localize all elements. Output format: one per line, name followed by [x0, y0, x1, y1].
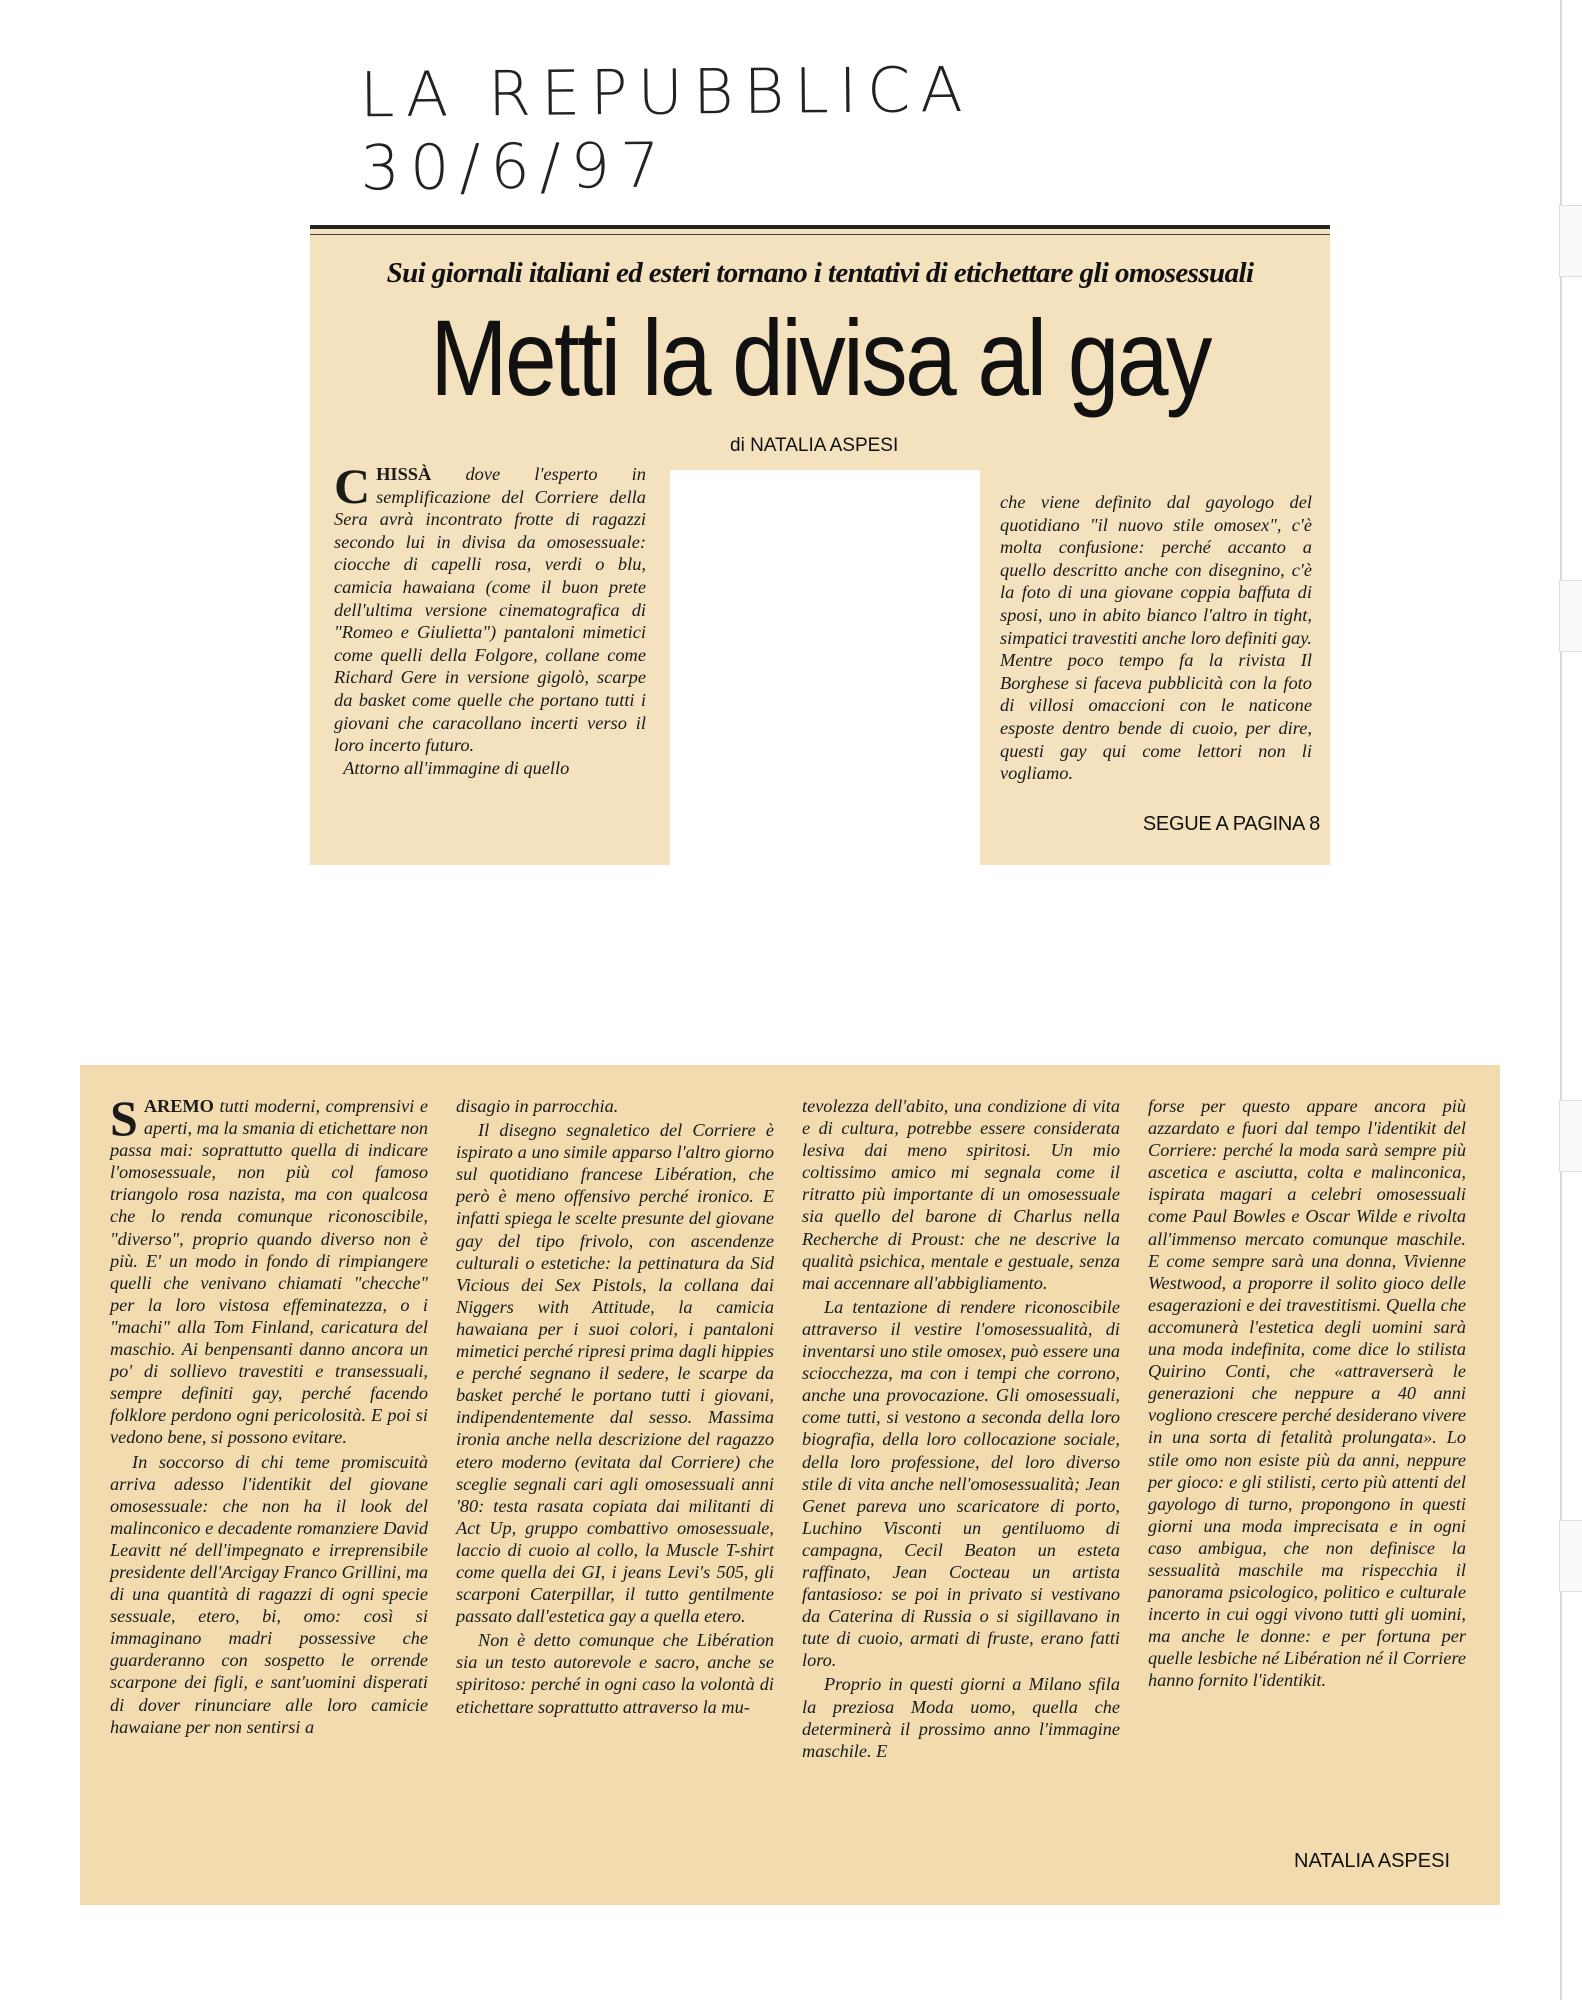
- byline: di NATALIA ASPESI: [730, 435, 899, 456]
- handwritten-source-note: LA REPUBBLICA 30/6/97: [359, 52, 973, 205]
- top-rule: [310, 225, 1330, 229]
- article-text: dove l'esperto in semplificazione del Corriere della Sera avrà incontrato frotte di ragazzi secondo lui in divisa da omosessuale: ciocche di capelli rosa, verdi o blu, camicia hawaiana (come il buon prete dell'ultima versione cinematografica di "Romeo e Giulietta") pantaloni mimetici come quelli della Folgore, collane come Richard Gere in versione gigolò, scarpe da basket come quelle che portano tutti i giovani che caracollano incerti verso il loro incerto futuro.: [334, 464, 646, 756]
- article-column-1: [110, 1090, 428, 1740]
- paragraph: Il disegno segnaletico del Corriere è ispirato a uno simile apparso l'altro giorno sul quotidiano francese Libération, che però è meno offensivo perché ironico. E infatti spiega le scelte presunte del giovane gay del tipo frivolo, con ascendenze culturali o estetiche: la pettinatura da Sid Vicious dei Sex Pistols, la collana dai Niggers with Attitude, la camicia hawaiana per i suoi colori, i pantaloni mimetici perché ripresi prima dagli hippies e perché segnano il sedere, le scarpe da basket perché le portano tutti i giovani, indipendentemente dal sesso. Massima ironia anche nella descrizione del ragazzo etero moderno (evitata dal Corriere) che sceglie segnali cari agli omosessuali anni '80: testa rasata copiata dai militanti di Act Up, gruppo combattivo omosessuale, laccio di cuoio al collo, la Muscle T-shirt come quella dei GI, i jeans Levi's 505, gli scarponi Caterpillar, il tutto gentilmente passato dall'estetica gay a quella etero.: [456, 1120, 774, 1627]
- paragraph: La tentazione di rendere riconoscibile attraverso il vestire l'omosessualità, di inventarsi uno stile omosex, può essere una sciocchezza, ma con i tempi che corrono, anche una provocazione. Gli omosessuali, come tutti, si vestono a seconda della loro biografia, della loro collocazione sociale, della loro professione, del loro diverso stile di vita anche nell'omosessualità; Jean Genet pareva uno scaricatore di porto, Luchino Visconti un gentiluomo di campagna, Cecil Beaton un esteta raffinato, Jean Cocteau un artista fantasioso: se poi in privato si vestivano da Caterina di Russia o si sigillavano in tute di cuoio, armati di fruste, erano fatti loro.: [802, 1296, 1120, 1671]
- paragraph: forse per questo appare ancora più azzardato e fuori dal tempo l'identikit del Corriere: perché la moda sarà sempre più ascetica e asciutta, colta e malinconica, ispirata magari a celebri omosessuali come Paul Bowles e Oscar Wilde e rivolta all'immenso mercato comunque maschile. E come sempre sarà una donna, Vivienne Westwood, a proporre il solito gioco delle esagerazioni e dei travestitismi. Quella che accomunerà l'estetica degli uomini sarà una moda indefinita, come dice lo stilista Quirino Conti, che «attraverserà le generazioni che neppure a 40 anni vogliono crescere perché desiderano vivere in una sorta di fetalità prolungata». Lo stile omo non esiste più da anni, neppure per gioco: e gli stilisti, certo più attenti del gayologo di turno, propongono in questi giorni una moda imprecisata e in ogni caso ambigua, che non definisce la sessualità maschile ma rispecchia il panorama psicologico, politico e culturale incerto in cui oggi vivono tutti gli uomini, ma anche le donne: e per fortuna per quelle lesbiche né Libération né il Corriere hanno fornito l'identikit.: [1148, 1096, 1466, 1691]
- headline: Metti la divisa al gay: [430, 297, 1210, 418]
- author-signature: NATALIA ASPESI: [1294, 1850, 1450, 1872]
- page-edge: [1560, 0, 1562, 2000]
- binder-tab: [1559, 205, 1582, 277]
- article-column-left: [334, 458, 646, 779]
- cutout-gap: [670, 470, 980, 870]
- article-column-2: [456, 1095, 774, 1720]
- drop-cap: S: [110, 1090, 138, 1146]
- kicker: Sui giornali italiani ed esteri tornano i tentativi di etichettare gli omosessuali: [386, 257, 1254, 289]
- article-column-3: [802, 1095, 1120, 1764]
- paragraph: Proprio in questi giorni a Milano sfila la preziosa Moda uomo, quella che determinerà il prossimo anno l'immagine maschile. E: [802, 1674, 1120, 1761]
- paragraph: tevolezza dell'abito, una condizione di vita e di cultura, potrebbe essere considerata lesiva dai meno spiritosi. Un mio coltissimo amico mi segnala come il ritratto più importante di un omosessuale sia quello del barone di Charlus nella Recherche di Proust: che ne descrive la qualità psichica, mentale e gestuale, senza mai accennare all'abbigliamento.: [802, 1096, 1120, 1293]
- top-clipping: [310, 225, 1330, 865]
- paragraph: Non è detto comunque che Libération sia un testo autorevole e sacro, anche se spiritoso: perché in ogni caso la volontà di etichettare soprattutto attraverso la mu-: [456, 1630, 774, 1717]
- lead-word: AREMO: [143, 1096, 214, 1116]
- lead-word: HISSÀ: [376, 464, 432, 484]
- article-text: Attorno all'immagine di quello: [343, 757, 570, 778]
- top-rule-thin: [310, 234, 1330, 235]
- continued-note: SEGUE A PAGINA 8: [1142, 813, 1320, 835]
- binder-tab: [1559, 1520, 1582, 1592]
- bottom-clipping: [80, 1065, 1500, 1905]
- article-column-4: [1148, 1095, 1466, 1694]
- binder-tab: [1559, 1100, 1582, 1172]
- paragraph: tutti moderni, comprensivi e aperti, ma la smania di etichettare non passa mai: soprattutto quella di indicare l'omosessuale, non più col famoso triangolo rosa nazista, ma con qualcosa che lo renda comunque riconoscibile, "diverso", proprio quando diverso non è più. E' un modo in fondo di rimpiangere quelli che venivano chiamati "checche" per la loro vistosa effeminatezza, o i "machi" alla Tom Finland, caricatura del maschio. Ai benpensanti danno ancora un po' di sollievo travestiti e transessuali, sempre definiti gay, perché facendo folklore perdono ogni pericolosità. E poi si vedono bene, si possono evitare.: [110, 1096, 428, 1448]
- paragraph: In soccorso di chi teme promiscuità arriva adesso l'identikit del giovane omosessuale: che non ha il look del malinconico e decadente romanziere David Leavitt né dell'impegnato e irreprensibile presidente dell'Arcigay Franco Grillini, ma di una quantità di ragazzi di ogni specie sessuale, etero, bi, omo: così si immaginano madri possessive che guarderanno con sospetto le orrende scarpone dei figli, e sant'uomini disperati di dover rinunciare alle loro camicie hawaiane per non sentirsi a: [110, 1451, 428, 1737]
- article-column-right: che viene definito dal gayologo del quotidiano "il nuovo stile omosex", c'è molta confusione: perché accanto a quello descritto anche con disegnino, c'è la foto di una giovane coppia baffuta di sposi, uno in abito bianco l'altro in tight, simpatici travestiti anche loro definiti gay. Mentre poco tempo fa la rivista Il Borghese si faceva pubblicità con la foto di villosi omaccioni con le naticone esposte dentro bende di cuoio, per dire, questi gay qui come lettori non li vogliamo.: [1000, 492, 1312, 784]
- binder-tab: [1559, 580, 1582, 652]
- paragraph: disagio in parrocchia.: [456, 1096, 619, 1116]
- drop-cap: C: [334, 458, 371, 514]
